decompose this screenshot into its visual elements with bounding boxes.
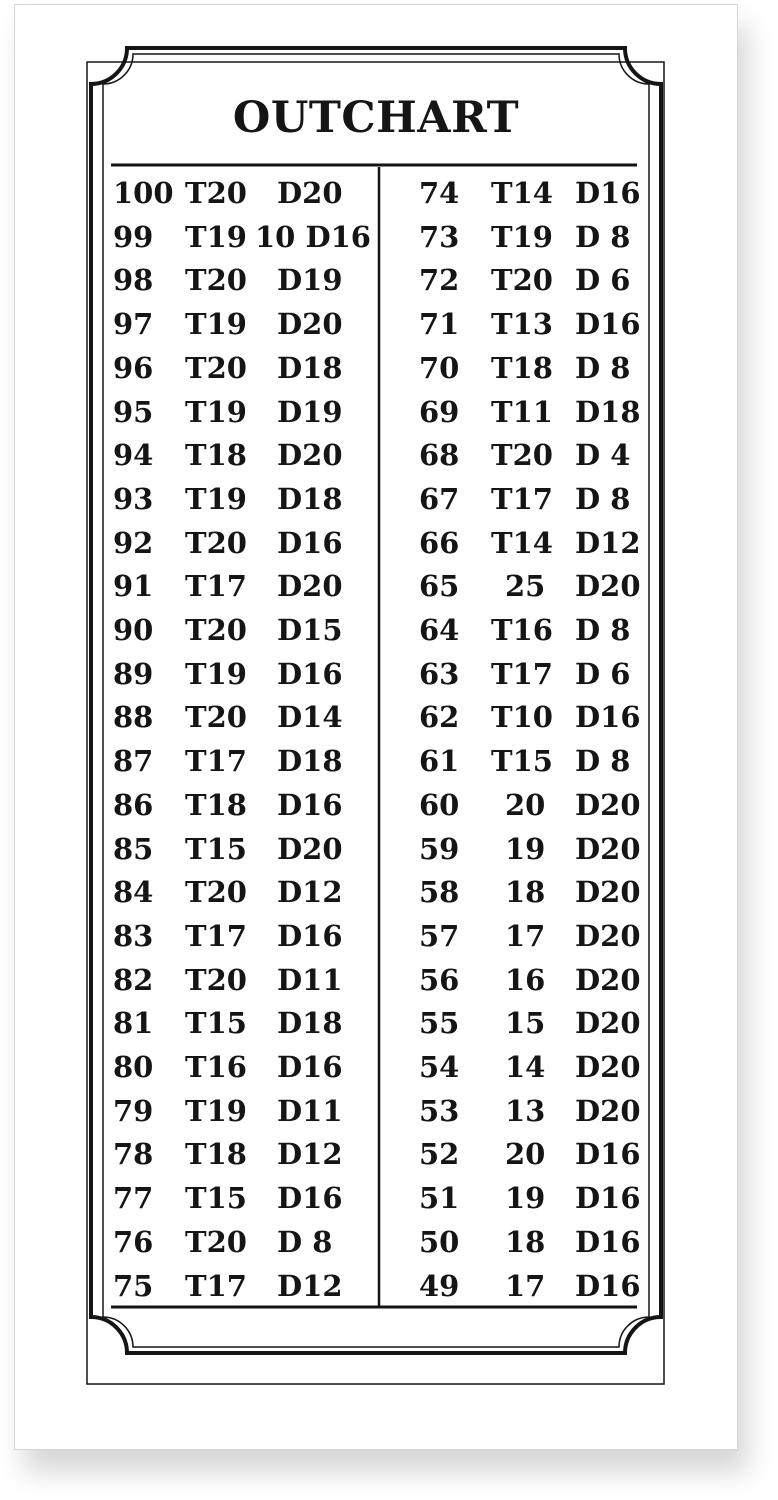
score-cell: 80 [113, 1050, 154, 1084]
score-cell: 65 [419, 569, 460, 604]
finish-cell: D16 [575, 1137, 641, 1172]
first-dart-cell: T13 [491, 307, 553, 342]
score-cell: 64 [419, 613, 460, 647]
first-dart-cell: T18 [185, 787, 247, 822]
finish-cell: D16 [277, 918, 343, 953]
finish-cell: D16 [575, 1224, 641, 1259]
score-cell: 66 [419, 525, 460, 560]
first-dart-cell: T17 [185, 744, 247, 779]
finish-cell: D18 [575, 394, 641, 429]
finish-cell: D12 [575, 525, 641, 560]
finish-cell: D 8 [575, 350, 631, 385]
score-cell: 99 [113, 219, 154, 254]
score-cell: 74 [419, 176, 460, 210]
score-cell: 78 [113, 1137, 154, 1172]
finish-cell: D16 [575, 700, 641, 735]
score-cell: 82 [113, 962, 154, 997]
finish-cell: D 8 [575, 744, 631, 779]
score-cell: 60 [419, 787, 460, 822]
finish-cell: D 8 [575, 219, 631, 254]
first-dart-cell: T20 [185, 176, 247, 210]
finish-cell: D15 [277, 613, 343, 647]
first-dart-cell: T20 [491, 438, 553, 473]
first-dart-cell: 16 [505, 962, 546, 997]
first-dart-cell: T16 [185, 1050, 247, 1084]
first-dart-cell: 19 [505, 1181, 546, 1216]
finish-cell: D20 [277, 569, 343, 604]
finish-cell: D18 [277, 350, 343, 385]
finish-cell: D 8 [575, 481, 631, 516]
first-dart-cell: T17 [491, 481, 553, 516]
score-cell: 58 [419, 875, 460, 910]
score-cell: 96 [113, 350, 154, 385]
score-cell: 59 [419, 831, 460, 866]
first-dart-cell: T20 [185, 1224, 247, 1259]
finish-cell: D20 [575, 875, 641, 910]
finish-cell: D16 [277, 1181, 343, 1216]
score-cell: 56 [419, 962, 460, 997]
finish-cell: D 6 [575, 263, 631, 298]
first-dart-cell: 15 [505, 1006, 546, 1041]
first-dart-cell: T17 [185, 918, 247, 953]
first-dart-cell: T19 [185, 394, 247, 429]
score-cell: 77 [113, 1181, 154, 1216]
first-dart-cell: 19 [505, 831, 546, 866]
finish-cell: D11 [277, 1093, 343, 1128]
finish-cell: D12 [277, 875, 343, 910]
score-cell: 98 [113, 263, 154, 298]
first-dart-cell: T20 [491, 263, 553, 298]
finish-cell: D 6 [575, 656, 631, 691]
finish-cell: D14 [277, 700, 343, 735]
first-dart-cell: T19 [185, 481, 247, 516]
first-dart-cell: T15 [491, 744, 553, 779]
score-cell: 49 [419, 1268, 460, 1303]
first-dart-cell: T19 [185, 1093, 247, 1128]
score-cell: 71 [419, 307, 460, 342]
first-dart-cell: T16 [491, 613, 553, 647]
first-dart-cell: T17 [491, 656, 553, 691]
first-dart-cell: T18 [491, 350, 553, 385]
first-dart-cell: 14 [505, 1050, 546, 1084]
finish-cell: D 8 [277, 1224, 333, 1259]
finish-cell: D20 [277, 831, 343, 866]
finish-cell: D20 [575, 962, 641, 997]
finish-cell: D16 [575, 307, 641, 342]
first-dart-cell: T19 [491, 219, 553, 254]
score-cell: 70 [419, 350, 460, 385]
score-cell: 87 [113, 744, 154, 779]
first-dart-cell: T17 [185, 569, 247, 604]
score-cell: 55 [419, 1006, 460, 1041]
first-dart-cell: 17 [505, 918, 546, 953]
finish-cell: D18 [277, 481, 343, 516]
finish-cell: D16 [277, 1050, 343, 1084]
first-dart-cell: 13 [505, 1093, 546, 1128]
finish-cell: D20 [277, 438, 343, 473]
finish-cell: D20 [575, 1050, 641, 1084]
finish-cell: D16 [277, 787, 343, 822]
first-dart-cell: T20 [185, 525, 247, 560]
score-cell: 89 [113, 656, 154, 691]
score-cell: 61 [419, 744, 460, 779]
first-dart-cell: T17 [185, 1268, 247, 1303]
first-dart-cell: T15 [185, 1006, 247, 1041]
finish-cell: D16 [575, 1268, 641, 1303]
first-dart-cell: T11 [491, 394, 553, 429]
first-dart-cell: T14 [491, 176, 553, 210]
finish-cell: D11 [277, 962, 343, 997]
first-dart-cell: T15 [185, 831, 247, 866]
finish-cell: D12 [277, 1268, 343, 1303]
finish-cell: D20 [575, 787, 641, 822]
score-cell: 81 [113, 1006, 154, 1041]
first-dart-cell: T20 [185, 700, 247, 735]
score-cell: 69 [419, 394, 460, 429]
finish-cell: D20 [575, 831, 641, 866]
score-cell: 90 [113, 613, 154, 647]
score-cell: 94 [113, 438, 154, 473]
score-cell: 51 [419, 1181, 460, 1216]
finish-cell: D20 [575, 1093, 641, 1128]
first-dart-cell: T19 [185, 219, 247, 254]
score-cell: 91 [113, 569, 154, 604]
first-dart-cell: T10 [491, 700, 553, 735]
score-cell: 54 [419, 1050, 460, 1084]
first-dart-cell: 18 [505, 1224, 546, 1259]
score-cell: 83 [113, 918, 154, 953]
score-cell: 92 [113, 525, 154, 560]
score-cell: 72 [419, 263, 460, 298]
finish-cell: D20 [277, 307, 343, 342]
score-cell: 57 [419, 918, 460, 953]
outchart-card [14, 4, 738, 1450]
first-dart-cell: 17 [505, 1268, 546, 1303]
score-cell: 88 [113, 700, 154, 735]
score-cell: 50 [419, 1224, 460, 1259]
first-dart-cell: T20 [185, 875, 247, 910]
finish-cell: D18 [277, 1006, 343, 1041]
first-dart-cell: T14 [491, 525, 553, 560]
finish-cell: D 4 [575, 438, 631, 473]
chart-title: OUTCHART [232, 93, 520, 143]
finish-cell: D20 [575, 918, 641, 953]
score-cell: 68 [419, 438, 460, 473]
first-dart-cell: T19 [185, 307, 247, 342]
score-cell: 84 [113, 875, 154, 910]
score-cell: 75 [113, 1268, 154, 1303]
first-dart-cell: T20 [185, 263, 247, 298]
first-dart-cell: 20 [505, 1137, 546, 1172]
first-dart-cell: T20 [185, 350, 247, 385]
first-dart-cell: T20 [185, 962, 247, 997]
score-cell: 62 [419, 700, 460, 735]
finish-cell: D16 [277, 656, 343, 691]
score-cell: 86 [113, 787, 154, 822]
score-cell: 100 [113, 176, 174, 210]
score-cell: 63 [419, 656, 460, 691]
score-cell: 53 [419, 1093, 460, 1128]
finish-cell: D19 [277, 263, 343, 298]
first-dart-cell: T15 [185, 1181, 247, 1216]
first-dart-cell: 18 [505, 875, 546, 910]
score-cell: 67 [419, 481, 460, 516]
finish-cell: D16 [575, 1181, 641, 1216]
score-cell: 79 [113, 1093, 154, 1128]
first-dart-cell: T18 [185, 1137, 247, 1172]
score-cell: 76 [113, 1224, 154, 1259]
first-dart-cell: 20 [505, 787, 546, 822]
score-cell: 73 [419, 219, 460, 254]
finish-cell: D19 [277, 394, 343, 429]
score-cell: 95 [113, 394, 154, 429]
score-cell: 85 [113, 831, 154, 866]
finish-cell: D20 [277, 176, 343, 210]
first-dart-cell: T18 [185, 438, 247, 473]
score-cell: 52 [419, 1137, 460, 1172]
finish-cell: D12 [277, 1137, 343, 1172]
finish-cell: D16 [277, 525, 343, 560]
score-cell: 97 [113, 307, 154, 342]
finish-cell: 10 D16 [255, 219, 371, 254]
finish-cell: D16 [575, 176, 641, 210]
finish-cell: D 8 [575, 613, 631, 647]
finish-cell: D18 [277, 744, 343, 779]
finish-cell: D20 [575, 569, 641, 604]
finish-cell: D20 [575, 1006, 641, 1041]
first-dart-cell: T20 [185, 613, 247, 647]
first-dart-cell: 25 [505, 569, 546, 604]
score-cell: 93 [113, 481, 154, 516]
first-dart-cell: T19 [185, 656, 247, 691]
